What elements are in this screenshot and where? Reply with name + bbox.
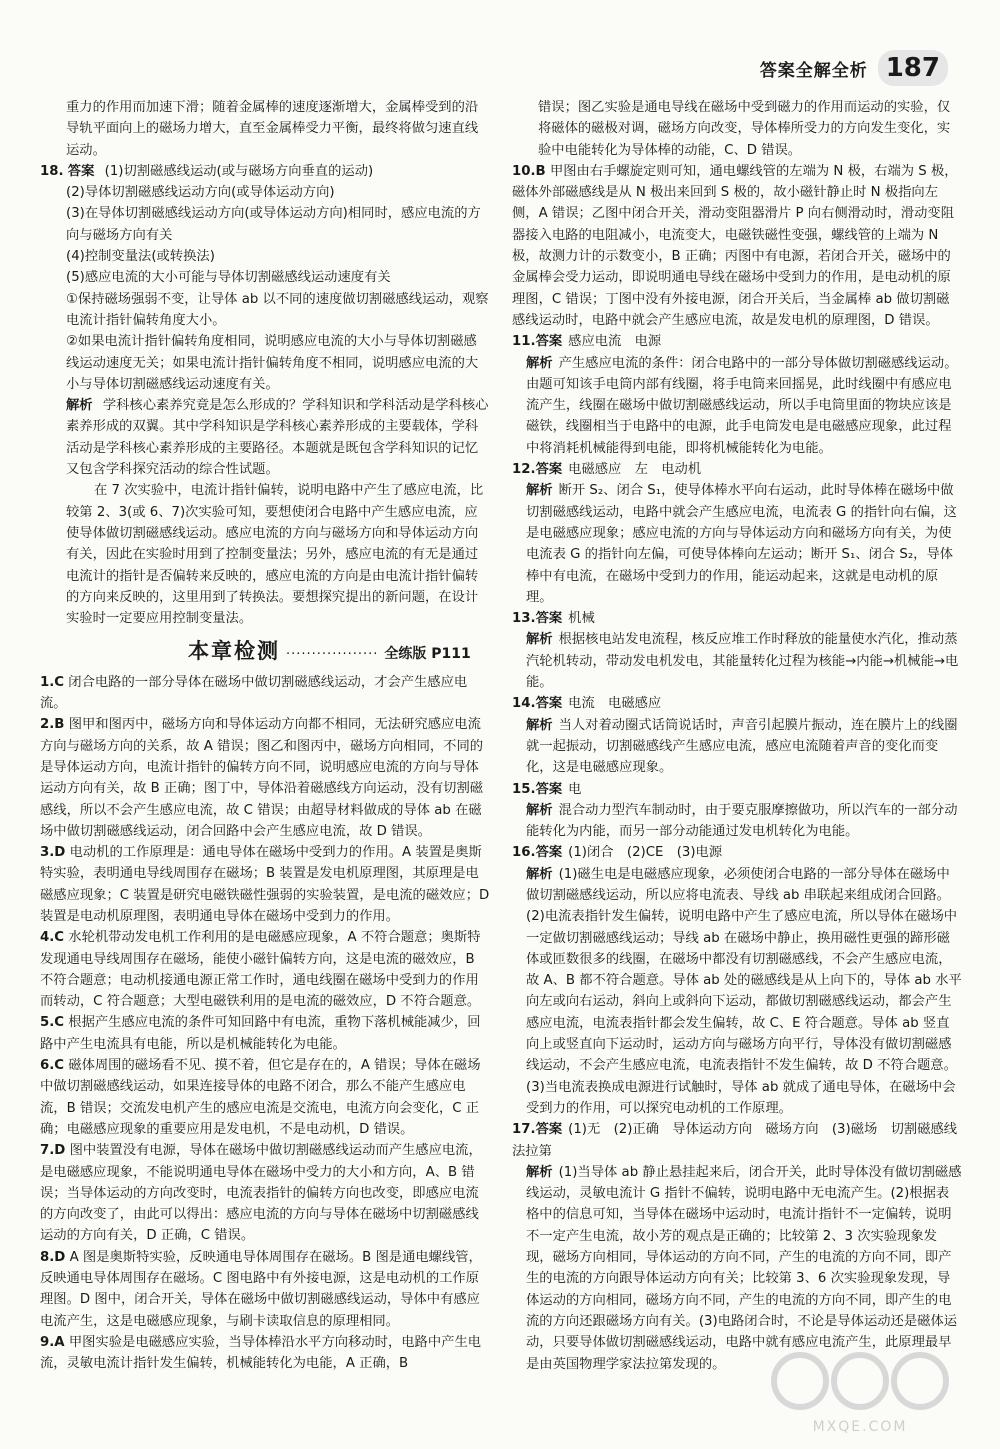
answer-item: [40, 672, 490, 715]
answer-item: [512, 608, 962, 693]
watermark-logo: [760, 1341, 960, 1441]
q18-analysis-label: 解析: [66, 398, 93, 414]
answer-label: 答案: [535, 781, 563, 797]
answer-item: [40, 1140, 490, 1246]
answer-item: [40, 714, 490, 842]
answer-list-left: [40, 672, 490, 1375]
q18-item: (4)控制变量法(或转换法): [66, 249, 215, 265]
analysis-label: 解析: [526, 1164, 553, 1180]
answer-number: 10.B: [512, 163, 546, 179]
answer-label: 答案: [535, 334, 563, 350]
q18-block: [40, 161, 490, 630]
left-intro-paragraph: 重力的作用而加速下滑；随着金属棒的速度逐渐增大，金属棒受到的沿导轨平面向上的磁场力增大，直至金属棒受力平衡，最终将做匀速直线运动。: [66, 100, 479, 158]
analysis-text: 断开 S₂、闭合 S₁，使导体棒水平向右运动，此时导体棒在磁场中做切割磁感线运动，电路中就会产生感应电流，电流表 G 的指针向右偏，这是电磁感应现象；感应电流的方向与导体运动方向和磁场方向有关，为使电流表 G 的指针向左偏，可使导体棒向左运动；断开 S₁、闭合 S₂，导体棒中有电流，在磁场中受到力的作用，能运动起来，这就是电动机的原理。: [526, 483, 957, 605]
answer-value: 电: [568, 781, 582, 797]
left-column: [40, 97, 490, 1375]
analysis-text: 当人对着动圈式话筒说话时，声音引起膜片振动，连在膜片上的线圈就一起振动，切割磁感线产生感应电流，感应电流随着声音的变化而变化，这是电磁感应现象。: [526, 717, 958, 776]
analysis-label: 解析: [526, 483, 553, 499]
watermark-text: MXQE.COM: [812, 1419, 908, 1435]
q18-item: (2)导体切割磁感线运动方向(或导体运动方向): [66, 185, 335, 201]
answer-text: 图甲和图丙中，磁场方向和导体运动方向都不相同，无法研究感应电流方向与磁场方向的关系，故 A 错误；图乙和图丙中，磁场方向相同，不同的是导体运动方向，电流计指针的偏转方向不同，说明感应电流的方向与导体运动方向有关，故 B 正确；图丁中，导体沿着磁感线方向运动，没有切割磁感线，所以不会产生感应电流，故 C 错误；由超导材料做成的导体 ab 在磁场中做切割磁感线运动，闭合回路中会产生感应电流，故 D 错误。: [40, 717, 484, 839]
answer-number: 9.A: [40, 1334, 65, 1350]
q18-item: ①保持磁场强弱不变，让导体 ab 以不同的速度做切割磁感线运动，观察电流计指针偏转角度大小。: [66, 291, 489, 328]
q18-answer-label: 答案: [67, 163, 95, 179]
q18-analysis-text: 学科核心素养究竟是怎么形成的？学科知识和学科活动是学科核心素养形成的双翼。其中学科知识是学科核心素养形成的主要载体，学科活动是学科核心素养形成的主要路径。本题就是既包含学科知识的记忆又包含学科探究活动的综合性试题。: [66, 398, 489, 478]
analysis-text: 根据核电站发电流程，核反应堆工作时释放的能量使水汽化，推动蒸汽轮机转动，带动发电机发电，其能量转化过程为核能→内能→机械能→电能。: [526, 632, 959, 691]
right-intro-paragraph: 错误；图乙实验是通电导线在磁场中受到磁力的作用而运动的实验，仅将磁体的磁极对调，磁场方向改变，导体棒所受力的方向发生变化，实验中电能转化为导体棒的动能，C、D 错误。: [538, 100, 951, 158]
answer-item: [40, 1247, 490, 1332]
answer-number: 3.D: [40, 845, 66, 861]
answer-item: [40, 842, 490, 927]
analysis-text: (1)当导体 ab 静止悬挂起来后，闭合开关，此时导体没有做切割磁感线运动，灵敏电流计 G 指针不偏转，说明电路中无电流产生。(2)根据表格中的信息可知，当导体在磁场中运动时，电流计指针不一定偏转，说明不一定产生电流，故小芳的观点是正确的；比较第 2、3 次实验现象发现，磁场方向相同，导体运动的方向不同，产生的电流的方向不同，即产生的电流的方向跟导体运动方向有关；比较第 3、6 次实验现象发现，导体运动的方向相同，磁场方向不同，产生的电流的方向不同，即产生的电流的方向还跟磁场方向有关。(3)电路闭合时，不论是导体运动还是磁体运动，只要导体做切割磁感线运动，电路中就有感应电流产生，此原理最早是由英国物理学家法拉第发现的。: [526, 1164, 962, 1372]
chapter-test-heading: [188, 641, 490, 665]
section-leader-dots: ··················: [286, 647, 379, 663]
analysis-text: 混合动力型汽车制动时，由于要克服摩擦做功，所以汽车的一部分动能转化为内能，而另一部分动能通过发电机转化为电能。: [526, 802, 958, 840]
answer-item: [40, 1012, 490, 1055]
analysis-label: 解析: [526, 802, 553, 818]
answer-number: 4.C: [40, 930, 65, 946]
answer-item: [512, 693, 962, 778]
answer-item: [512, 842, 962, 1119]
answer-label: 答案: [535, 845, 563, 861]
answer-item: [40, 1055, 490, 1140]
answer-number: 14.: [512, 696, 536, 712]
answer-number: 5.C: [40, 1015, 65, 1031]
answer-number: 17.: [512, 1122, 536, 1138]
answer-item: [512, 779, 962, 843]
analysis-text: 产生感应电流的条件：闭合电路中的一部分导体做切割磁感线运动。由题可知该手电筒内部有线圈，将手电筒来回摇晃，此时线圈中有感应电流产生，线圈在磁场中做切割磁感线运动，所以手电筒里面的物块应该是磁铁，线圈相当于电路中的电源，此手电筒发电是电磁感应现象，此过程中将消耗机械能得到电能，即将机械能转化为电能。: [526, 355, 958, 456]
answer-label: 答案: [535, 611, 563, 627]
answer-value: 感应电流 电源: [568, 334, 662, 350]
answer-number: 15.: [512, 781, 536, 797]
answer-text: 电动机的工作原理是：通电导体在磁场中受到力的作用。A 装置是奥斯特实验，表明通电导线周围存在磁场；B 装置是发电机原理图，其原理是电磁感应现象；C 装置是研究电磁铁磁性强弱的实验装置，是电流的磁效应；D 装置是电动机原理图，表明通电导体在磁场中受到力的作用。: [40, 845, 490, 924]
analysis-label: 解析: [526, 866, 553, 882]
answer-number: 13.: [512, 611, 536, 627]
answer-value: (1)无 (2)正确 导体运动方向 磁场方向 (3)磁场 切割磁感线 法拉第: [512, 1122, 971, 1159]
analysis-text: (1)磁生电是电磁感应现象，必须使闭合电路的一部分导体在磁场中做切割磁感线运动，所以应将电流表、导线 ab 串联起来组成闭合回路。(2)电流表指针发生偏转，说明电路中产生了感应电流，所以导体在磁场中一定做切割磁感线运动；导线 ab 在磁场中静止，换用磁性更强的蹄形磁体或匝数很多的线圈，在磁场中都没有切割磁感线，不会产生感应电流，故 A、B 都不符合题意。导体 ab 处的磁感线是从上向下的，导体 ab 水平向左或向右运动，斜向上或斜向下运动，都做切割磁感线运动，都会产生感应电流，电流表指针都会发生偏转，故 C、E 符合题意。导体 ab 竖直向上或竖直向下运动时，运动方向与磁场方向平行，导体没有做切割磁感线运动，不会产生感应电流，电流表指针不发生偏转，故 D 不符合题意。(3)当电流表换成电源进行试触时，导体 ab 就成了通电导体，在磁场中会受到力的作用，可以探究电动机的工作原理。: [526, 866, 962, 1116]
answer-text: 水轮机带动发电机工作利用的是电磁感应现象，A 不符合题意；奥斯特发现通电导线周围存在磁场，能使小磁针偏转方向，这是电流的磁效应，B 不符合题意；电动机接通电源正常工作时，通电线圈在磁场中受到力的作用而转动，C 符合题意；大型电磁铁利用的是电流的磁效应，D 不符合题意。: [40, 930, 481, 1010]
analysis-label: 解析: [526, 632, 553, 648]
section-title: 本章检测: [188, 639, 280, 664]
answer-number: 6.C: [40, 1058, 65, 1074]
answer-number: 8.D: [40, 1249, 66, 1265]
page-header: [760, 48, 948, 88]
answer-text: 闭合电路的一部分导体在磁场中做切割磁感线运动，才会产生感应电流。: [40, 674, 468, 712]
answer-number: 11.: [512, 334, 536, 350]
answer-number: 16.: [512, 845, 536, 861]
answer-text: A 图是奥斯特实验，反映通电导体周围存在磁场。B 图是通电螺线管，反映通电导体周围存在磁场。C 图电路中有外接电源，这是电动机的工作原理图。D 图中，闭合开关，导体在磁场中做切割磁感线运动，导体中有感应电流产生，这是电磁感应现象，与刷卡读取信息的原理相同。: [40, 1249, 482, 1329]
answer-text: 磁体周围的磁场看不见、摸不着，但它是存在的，A 错误；导体在磁场中做切割磁感线运动，如果连接导体的电路不闭合，那么不能产生感应电流，B 错误；交流发电机产生的感应电流是交流电，电流方向会变化，C 正确；电磁感应现象的重要应用是发电机，不是电动机，D 错误。: [40, 1058, 481, 1137]
answer-item: [40, 1332, 490, 1375]
answer-text: 图中装置没有电源，导体在磁场中做切割磁感线运动而产生感应电流，是电磁感应现象，不能说明通电导体在磁场中受力的大小和方向，A、B 错误；当导体运动的方向改变时，电流表指针的偏转方向也改变，即感应电流的方向改变了，由此可以得出：感应电流的方向与导体在磁场中切割磁感线运动的方向有关，D 正确，C 错误。: [40, 1143, 482, 1244]
answer-text: 根据产生感应电流的条件可知回路中有电流，重物下落机械能减少，回路中产生电流具有电能，所以是机械能转化为电能。: [40, 1015, 481, 1052]
answer-text: 甲图由右手螺旋定则可知，通电螺线管的左端为 N 极，右端为 S 极，磁体外部磁感线是从 N 极出来回到 S 极的，故小磁针静止时 N 极指向左侧，A 错误；乙图中闭合开关，滑动变阻器滑片 P 向右侧滑动时，滑动变阻器接入电路的电阻减小，电流变大，电磁铁磁性变强，螺线管的上端为 N 极，故测力计的示数变小，B 正确；丙图中有电源，若闭合开关，磁场中的金属棒会受力运动，即说明通电导线在磁场中受到力的作用，是电动机的原理图，C 错误；丁图中没有外接电源，闭合开关后，当金属棒 ab 做切割磁感线运动时，电路中就会产生感应电流，故是发电机的原理图，D 错误。: [512, 163, 958, 328]
answer-text: 甲图实验是电磁感应实验，当导体棒沿水平方向移动时，电路中产生电流，灵敏电流计指针发生偏转，机械能转化为电能，A 正确，B: [40, 1334, 482, 1372]
q18-item: (5)感应电流的大小可能与导体切割磁感线运动速度有关: [66, 270, 391, 286]
answer-label: 答案: [535, 696, 563, 712]
answer-item: [512, 331, 962, 459]
section-page-ref: 全练版 P111: [384, 646, 471, 663]
answer-item: [512, 1119, 971, 1375]
answer-number: 1.C: [40, 674, 65, 690]
answer-value: 电磁感应 左 电动机: [568, 462, 702, 478]
answer-number: 12.: [512, 462, 536, 478]
answer-value: 机械: [568, 611, 595, 627]
header-title: 答案全解全析: [759, 60, 868, 81]
answer-value: 电流 电磁感应: [568, 696, 662, 712]
answer-item: [40, 927, 490, 1012]
answer-item: [512, 459, 962, 608]
q18-item: (1)切割磁感线运动(或与磁场方向垂直的运动): [104, 163, 374, 179]
answer-label: 答案: [535, 462, 563, 478]
answer-number: 7.D: [40, 1143, 66, 1159]
answer-item: [512, 161, 962, 331]
answer-label: 答案: [535, 1122, 563, 1138]
answer-value: (1)闭合 (2)CE (3)电源: [568, 845, 723, 861]
answer-number: 2.B: [40, 717, 65, 733]
q18-number: 18.: [40, 163, 64, 179]
page-number: 187: [878, 50, 948, 86]
q18-item: ②如果电流计指针偏转角度相同，说明感应电流的大小与导体切割磁感线运动速度无关；如果电流计指针偏转角度不相同，说明感应电流的大小与导体切割磁感线运动速度有关。: [66, 334, 479, 392]
q18-analysis-text: 在 7 次实验中，电流计指针偏转，说明电路中产生了感应电流，比较第 2、3(或 6、7)次实验可知，要想使闭合电路中产生感应电流，应使导体做切割磁感线运动。感应电流的方向与磁场方向和导体运动方向有关，因此在实验时用到了控制变量法；另外，感应电流的有无是通过电流计的指针是否偏转来反映的，感应电流的方向是由电流计指针偏转的方向来反映的，这里用到了转换法。要想探究提出的新问题，在设计实验时一定要应用控制变量法。: [66, 483, 484, 627]
analysis-label: 解析: [526, 355, 553, 371]
q18-item: (3)在导体切割磁感线运动方向(或导体运动方向)相同时，感应电流的方向与磁场方向有关: [66, 206, 481, 243]
right-column: [512, 97, 971, 1375]
analysis-label: 解析: [526, 717, 553, 733]
